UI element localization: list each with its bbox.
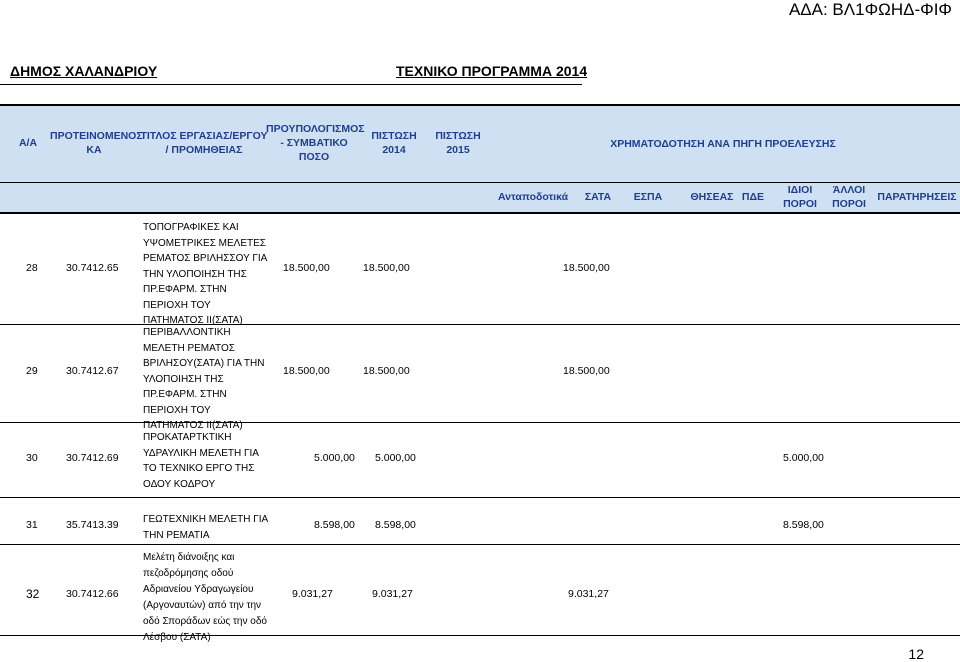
row-idioi-poroi-amount: 8.598,00	[783, 519, 824, 531]
row-budget: 9.031,27	[292, 588, 333, 600]
row-sata-amount: 9.031,27	[568, 588, 609, 600]
title-underline-rule	[0, 84, 582, 85]
row-budget: 5.000,00	[314, 452, 355, 464]
row-credit-2014: 18.500,00	[363, 365, 410, 377]
header-bottom-rule	[0, 212, 960, 214]
row-budget: 8.598,00	[314, 519, 355, 531]
row-ka: 30.7412.66	[66, 588, 119, 600]
header-paratiriseis: ΠΑΡΑΤΗΡΗΣΕΙΣ	[877, 191, 957, 203]
header-thiseas: ΘΗΣΕΑΣ	[690, 191, 734, 203]
municipality-title: ΔΗΜΟΣ ΧΑΛΑΝΔΡΙΟΥ	[10, 63, 158, 79]
header-budget: ΠΡΟΥΠΟΛΟΓΙΣΜΟΣ - ΣΥΜΒΑΤΙΚΟ ΠΟΣΟ	[266, 123, 365, 164]
row-credit-2014: 9.031,27	[372, 588, 413, 600]
row-ka: 30.7412.67	[66, 365, 119, 377]
row-title: Μελέτη διάνοιξης και πεζοδρόμησης οδού Αδριανείου Υδραγωγείου (Αργοναυτών) από την την οδό Σποράδων εώς την οδό Λέσβου (ΣΑΤΑ)	[143, 552, 267, 643]
row-aa: 29	[26, 365, 38, 377]
header-anapodotika: Ανταποδοτικά	[497, 191, 569, 203]
row-budget: 18.500,00	[283, 365, 330, 377]
header-financing: ΧΡΗΜΑΤΟΔΟΤΗΣΗ ΑΝΑ ΠΗΓΗ ΠΡΟΕΛΕΥΣΗΣ	[610, 138, 836, 150]
row-sata-amount: 18.500,00	[563, 262, 610, 274]
header-provenance: ΠΡΟΤΕΙΝΟΜΕΝΟΣ ΚΑ	[50, 130, 143, 157]
row-aa: 32	[26, 587, 40, 601]
row-aa: 30	[26, 452, 38, 464]
row-title: ΓΕΩΤΕΧΝΙΚΗ ΜΕΛΕΤΗ ΓΙΑ ΤΗΝ ΡΕΜΑΤΙΑ	[143, 514, 268, 541]
header-espa: ΕΣΠΑ	[633, 191, 663, 203]
header-title: ΤΙΤΛΟΣ ΕΡΓΑΣΙΑΣ/ΕΡΓΟΥ / ΠΡΟΜΗΘΕΙΑΣ	[140, 130, 268, 157]
header-credit-2015: ΠΙΣΤΩΣΗ 2015	[435, 130, 481, 157]
row-ka: 30.7412.69	[66, 452, 119, 464]
row-ka: 35.7413.39	[66, 519, 119, 531]
row-aa: 31	[26, 519, 38, 531]
row-credit-2014: 18.500,00	[363, 262, 410, 274]
page-number: 12	[908, 646, 924, 662]
row-divider	[0, 544, 960, 545]
row-credit-2014: 8.598,00	[375, 519, 416, 531]
row-title: ΠΡΟΚΑΤΑΡΤΚΤΙΚΗ ΥΔΡΑΥΛΙΚΗ ΜΕΛΕΤΗ ΓΙΑ ΤΟ ΤΕΧΝΙΚΟ ΕΡΓΟ ΤΗΣ ΟΔΟΥ ΚΟΔΡΟΥ	[143, 432, 259, 490]
header-credit-2014: ΠΙΣΤΩΣΗ 2014	[371, 130, 417, 157]
row-idioi-poroi-amount: 5.000,00	[783, 452, 824, 464]
header-sata: ΣΑΤΑ	[584, 191, 612, 203]
header-pde: ΠΔΕ	[741, 191, 765, 203]
row-credit-2014: 5.000,00	[375, 452, 416, 464]
header-top-rule	[0, 104, 960, 106]
header-idioi-poroi: ΙΔΙΟΙ ΠΟΡΟΙ	[783, 184, 817, 211]
ada-code: ΑΔΑ: ΒΛ1ΦΩΗΔ-ΦΙΦ	[788, 0, 952, 19]
row-sata-amount: 18.500,00	[563, 365, 610, 377]
row-title: ΤΟΠΟΓΡΑΦΙΚΕΣ ΚΑΙ ΥΨΟΜΕΤΡΙΚΕΣ ΜΕΛΕΤΕΣ ΡΕΜΑΤΟΣ ΒΡΙΛΗΣΣΟΥ ΓΙΑ ΤΗΝ ΥΛΟΠΟΙΗΣΗ ΤΗΣ ΠΡ.ΕΦΑΡΜ. ΣΤΗΝ ΠΕΡΙΟΧΗ ΤΟΥ ΠΑΤΗΜΑΤΟΣ ΙΙ(ΣΑΤΑ)	[143, 222, 267, 326]
row-aa: 28	[26, 262, 38, 274]
row-budget: 18.500,00	[283, 262, 330, 274]
row-ka: 30.7412.65	[66, 262, 119, 274]
header-aa: Α/Α	[18, 137, 38, 149]
row-divider	[0, 497, 960, 498]
program-title: ΤΕΧΝΙΚΟ ΠΡΟΓΡΑΜΜΑ 2014	[396, 63, 588, 79]
header-alloi-poroi: ΆΛΛΟΙ ΠΟΡΟΙ	[832, 184, 866, 211]
row-title: ΠΕΡΙΒΑΛΛΟΝΤΙΚΗ ΜΕΛΕΤΗ ΡΕΜΑΤΟΣ ΒΡΙΛΗΣΟΥ(ΣΑΤΑ) ΓΙΑ ΤΗΝ ΥΛΟΠΟΙΗΣΗ ΤΗΣ ΠΡ.ΕΦΑΡΜ. ΣΤΗΝ ΠΕΡΙΟΧΗ ΤΟΥ ΠΑΤΗΜΑΤΟΣ ΙΙ(ΣΑΤΑ)	[143, 327, 265, 431]
